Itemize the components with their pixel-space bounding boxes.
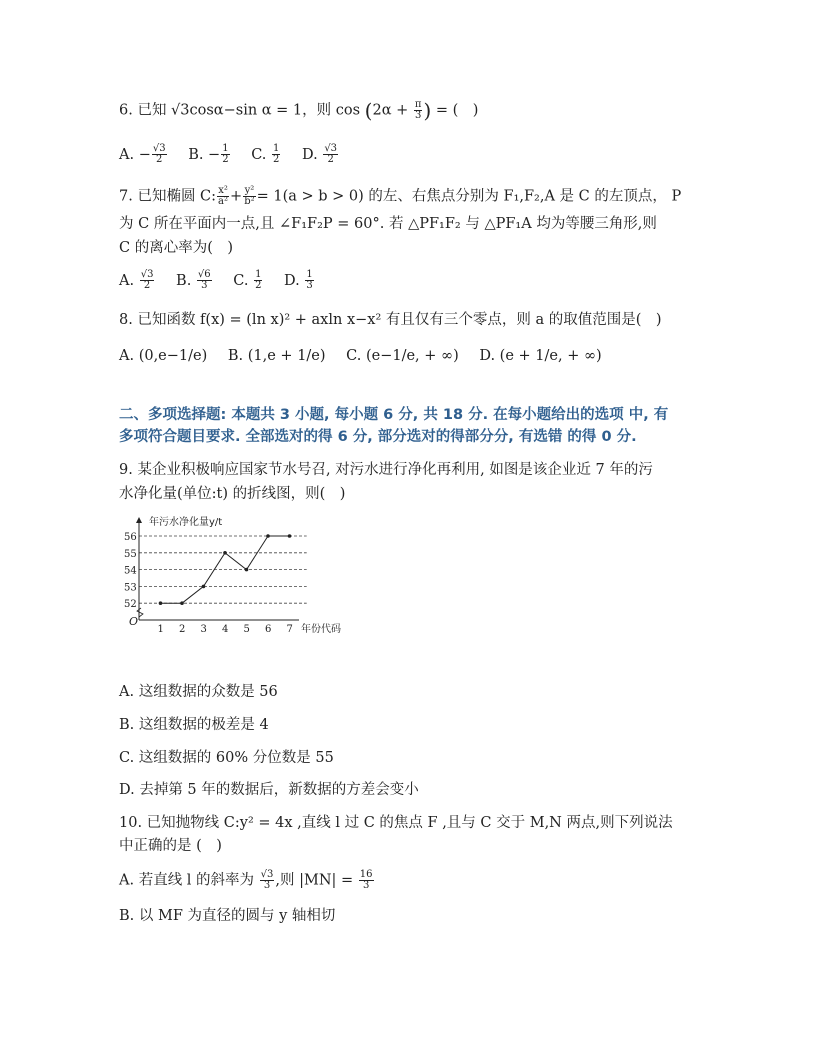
x-tick-label-5: 5 — [243, 624, 250, 635]
y-tick-label-56: 56 — [124, 532, 137, 543]
data-point-2 — [180, 601, 184, 605]
data-point-4 — [223, 551, 227, 555]
q6-stem-fraction: $\frac{\pi}{3}$ — [414, 99, 422, 121]
paren-close: ) — [423, 98, 432, 123]
q10-option-a[interactable]: A. 若直线 l 的斜率为 $\frac{√3}{3}$ ,则 |MN| = $\frac{16}{3}$ — [119, 869, 373, 891]
q7-option-a[interactable]: A. $\frac{√3}{2}$ — [119, 269, 154, 291]
q7-option-b[interactable]: B. $\frac{√6}{3}$ — [176, 269, 211, 291]
data-point-3 — [202, 585, 206, 589]
chart-y-axis-label: 年污水净化量y/t — [149, 517, 223, 528]
data-point-1 — [159, 601, 163, 605]
q6-stem-suffix: = ( ) — [435, 102, 479, 119]
q6-stem — [119, 100, 478, 121]
q10-stem-line2: 中正确的是 ( ) — [119, 838, 222, 854]
q9-line-chart — [119, 513, 359, 641]
y-tick-label-52: 52 — [124, 599, 137, 611]
x-tick-label-3: 3 — [200, 624, 207, 635]
q6-stem-inner: 2α + — [372, 102, 409, 119]
q6-option-c[interactable]: C. $\frac{1}{2}$ — [251, 143, 280, 165]
q9-option-a[interactable]: A. 这组数据的众数是 56 — [119, 684, 278, 700]
q6-stem-prefix: 6. 已知 √3cosα−sin α = 1，则 cos — [119, 102, 361, 119]
q7-option-c[interactable]: C. $\frac{1}{2}$ — [233, 269, 262, 291]
q9-option-c[interactable]: C. 这组数据的 60% 分位数是 55 — [119, 750, 334, 766]
q8-option-c[interactable]: C. (e−1/e, + ∞) — [346, 348, 459, 364]
q8-option-b[interactable]: B. (1,e + 1/e) — [227, 348, 326, 364]
q8-option-a[interactable]: A. (0,e−1/e) — [119, 348, 208, 364]
y-tick-label-53: 53 — [124, 582, 137, 594]
q7-y-fraction: $\frac{\text{y²}}{\text{b²}}$ — [244, 185, 255, 207]
q8-options — [119, 346, 618, 366]
q8-option-d[interactable]: D. (e + 1/e, + ∞) — [479, 348, 602, 364]
q9-option-b[interactable]: B. 这组数据的极差是 4 — [119, 717, 269, 733]
section2-heading: 二、多项选择题: 本题共 3 小题, 每小题 6 分, 共 18 分. 在每小题给出的选项 中, 有 多项符合题目要求. 全部选对的得 6 分, 部分选对的得部分分, 有选错 的得 0 分. — [119, 407, 669, 445]
data-point-7 — [288, 534, 292, 538]
chart-origin-label: O — [129, 615, 139, 628]
q6-option-a[interactable]: A. − $\frac{√3}{2}$ — [119, 143, 166, 165]
q7-stem-line2: 为 C 所在平面内一点,且 ∠F₁F₂P = 60°. 若 △PF₁F₂ 与 △PF₁A 均为等腰三角形,则 — [119, 216, 657, 232]
chart-grid — [139, 536, 307, 603]
q9-option-d[interactable]: D. 去掉第 5 年的数据后，新数据的方差会变小 — [119, 782, 419, 798]
q7-options — [119, 270, 331, 291]
q6-option-b[interactable]: B. − $\frac{1}{2}$ — [188, 143, 229, 165]
q7-stem-line3: C 的离心率为( ) — [119, 240, 234, 256]
x-tick-label-6: 6 — [265, 624, 272, 635]
y-axis-arrow — [136, 517, 142, 523]
q10-option-b[interactable]: B. 以 MF 为直径的圆与 y 轴相切 — [119, 908, 336, 924]
q7-option-d[interactable]: D. $\frac{1}{3}$ — [284, 269, 313, 291]
data-point-5 — [245, 568, 249, 572]
chart-x-axis-label: 年份代码 — [301, 624, 341, 635]
q8-stem: 8. 已知函数 f(x) = (ln x)² + axln x−x² 有且仅有三个零点，则 a 的取值范围是( ) — [119, 312, 662, 328]
q9-stem-line1: 9. 某企业积极响应国家节水号召, 对污水进行净化再利用, 如图是该企业近 7 年的污 — [119, 462, 653, 478]
paren-open: ( — [364, 98, 373, 123]
q6-options — [119, 144, 355, 165]
q7-stem-line1: 7. 已知椭圆 C: $\frac{\text{x²}}{\text{a²}}$ + $\frac{\text{y²}}{\text{b²}}$ = 1(a > b > 0) 的左、右焦点分别为 F₁,F₂,A 是 C 的左顶点， P — [119, 185, 682, 207]
y-tick-label-54: 54 — [124, 565, 137, 577]
q6-option-d[interactable]: D. $\frac{√3}{2}$ — [301, 143, 338, 165]
x-tick-label-1: 1 — [157, 624, 164, 635]
x-tick-label-4: 4 — [222, 624, 229, 635]
x-tick-label-7: 7 — [286, 624, 293, 635]
q9-stem-line2: 水净化量(单位:t) 的折线图，则( ) — [119, 486, 346, 502]
q10-stem-line1: 10. 已知抛物线 C:y² = 4x ,直线 l 过 C 的焦点 F ,且与 C 交于 M,N 两点,则下列说法 — [119, 815, 673, 831]
y-tick-label-55: 55 — [124, 548, 137, 560]
data-point-6 — [266, 534, 270, 538]
q7-x-fraction: $\frac{\text{x²}}{\text{a²}}$ — [218, 185, 229, 207]
x-tick-label-2: 2 — [179, 624, 186, 635]
